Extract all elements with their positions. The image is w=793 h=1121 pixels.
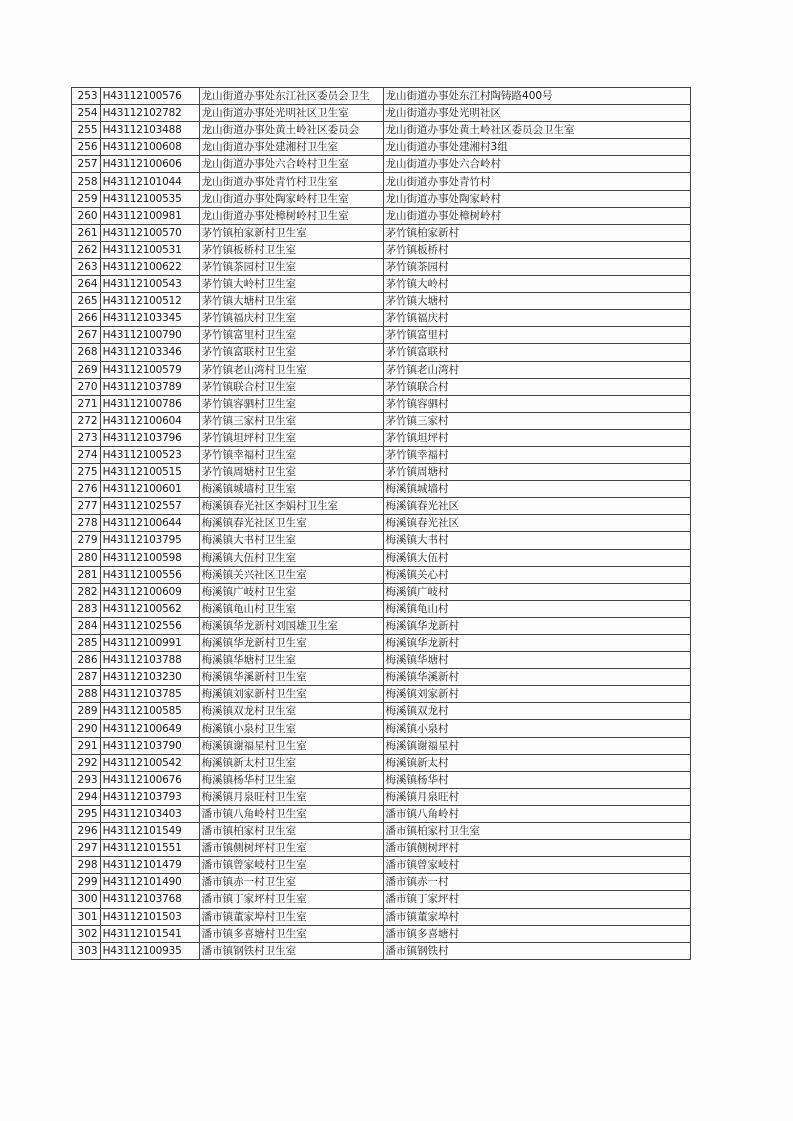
institution-code-cell: H43112103790 [100,737,199,754]
institution-code-cell: H43112100512 [100,293,199,310]
institution-code-cell: H43112103345 [100,310,199,327]
address-cell: 潘市镇侧树坪村 [383,840,690,857]
address-cell: 龙山街道办事处光明社区 [383,105,690,122]
address-cell: 茅竹镇茶园村 [383,258,690,275]
institution-code-cell: H43112100604 [100,412,199,429]
institution-code-cell: H43112100786 [100,395,199,412]
row-number-cell: 285 [72,635,101,652]
address-cell: 茅竹镇周塘村 [383,464,690,481]
institution-name-cell: 龙山街道办事处光明社区卫生室 [199,105,383,122]
institution-name-cell: 龙山街道办事处樟树岭村卫生室 [199,207,383,224]
institution-name-cell: 茅竹镇容驷村卫生室 [199,395,383,412]
row-number-cell: 284 [72,617,101,634]
institution-name-cell: 龙山街道办事处东江社区委员会卫生 [199,88,383,105]
row-number-cell: 303 [72,942,101,959]
institution-code-cell: H43112102557 [100,498,199,515]
institution-code-cell: H43112103230 [100,669,199,686]
row-number-cell: 262 [72,241,101,258]
address-cell: 龙山街道办事处陶家岭村 [383,190,690,207]
table-row [72,703,691,720]
institution-code-cell: H43112100535 [100,190,199,207]
address-cell: 梅溪镇华龙新村 [383,635,690,652]
table-row [72,891,691,908]
row-number-cell: 302 [72,925,101,942]
institution-code-cell: H43112101541 [100,925,199,942]
institution-name-cell: 潘市镇董家埠村卫生室 [199,908,383,925]
row-number-cell: 290 [72,720,101,737]
institution-name-cell: 茅竹镇大塘村卫生室 [199,293,383,310]
address-cell: 龙山街道办事处樟树岭村 [383,207,690,224]
institution-code-cell: H43112101479 [100,857,199,874]
address-cell: 龙山街道办事处建湘村3组 [383,139,690,156]
institution-name-cell: 潘市镇柏家村卫生室 [199,823,383,840]
institution-name-cell: 梅溪镇龟山村卫生室 [199,600,383,617]
institution-name-cell: 梅溪镇谢福星村卫生室 [199,737,383,754]
row-number-cell: 298 [72,857,101,874]
address-cell: 梅溪镇大伍村 [383,549,690,566]
address-cell: 茅竹镇联合村 [383,378,690,395]
institution-name-cell: 梅溪镇广岐村卫生室 [199,583,383,600]
table-row [72,823,691,840]
row-number-cell: 274 [72,446,101,463]
table-row [72,805,691,822]
row-number-cell: 272 [72,412,101,429]
institution-code-cell: H43112103403 [100,805,199,822]
table-row [72,310,691,327]
table-row [72,105,691,122]
row-number-cell: 266 [72,310,101,327]
institution-code-cell: H43112101490 [100,874,199,891]
institution-code-cell: H43112101551 [100,840,199,857]
address-cell: 潘市镇丁家坪村 [383,891,690,908]
row-number-cell: 255 [72,122,101,139]
row-number-cell: 270 [72,378,101,395]
row-number-cell: 301 [72,908,101,925]
institution-code-cell: H43112101044 [100,173,199,190]
institution-code-cell: H43112100601 [100,481,199,498]
table-row [72,754,691,771]
address-cell: 潘市镇柏家村卫生室 [383,823,690,840]
row-number-cell: 283 [72,600,101,617]
row-number-cell: 275 [72,464,101,481]
table-body [72,88,691,960]
row-number-cell: 259 [72,190,101,207]
address-cell: 梅溪镇杨华村 [383,771,690,788]
row-number-cell: 268 [72,344,101,361]
institution-code-cell: H43112100991 [100,635,199,652]
institution-code-cell: H43112100644 [100,515,199,532]
address-cell: 梅溪镇小泉村 [383,720,690,737]
table-row [72,258,691,275]
address-cell: 龙山街道办事处青竹村 [383,173,690,190]
address-cell: 龙山街道办事处黄土岭社区委员会卫生室 [383,122,690,139]
row-number-cell: 299 [72,874,101,891]
institution-code-cell: H43112100790 [100,327,199,344]
row-number-cell: 263 [72,258,101,275]
institution-code-cell: H43112103796 [100,429,199,446]
address-cell: 梅溪镇城墙村 [383,481,690,498]
institution-code-cell: H43112103768 [100,891,199,908]
row-number-cell: 267 [72,327,101,344]
table-row [72,395,691,412]
institution-code-cell: H43112103785 [100,686,199,703]
address-cell: 茅竹镇容驷村 [383,395,690,412]
address-cell: 潘市镇八角岭村 [383,805,690,822]
institution-name-cell: 梅溪镇新太村卫生室 [199,754,383,771]
row-number-cell: 289 [72,703,101,720]
institution-name-cell: 梅溪镇华龙新村刘国雄卫生室 [199,617,383,634]
institution-code-cell: H43112103795 [100,532,199,549]
address-cell: 龙山街道办事处六合岭村 [383,156,690,173]
institution-code-cell: H43112100562 [100,600,199,617]
row-number-cell: 254 [72,105,101,122]
institution-code-cell: H43112103788 [100,652,199,669]
row-number-cell: 300 [72,891,101,908]
address-cell: 梅溪镇华龙新村 [383,617,690,634]
institution-name-cell: 梅溪镇大书村卫生室 [199,532,383,549]
table-row [72,857,691,874]
institution-code-cell: H43112100935 [100,942,199,959]
address-cell: 茅竹镇板桥村 [383,241,690,258]
institution-code-cell: H43112103793 [100,788,199,805]
institution-name-cell: 潘市镇曾家岐村卫生室 [199,857,383,874]
institution-code-cell: H43112100981 [100,207,199,224]
address-cell: 茅竹镇大塘村 [383,293,690,310]
address-cell: 梅溪镇刘家新村 [383,686,690,703]
row-number-cell: 280 [72,549,101,566]
institution-name-cell: 龙山街道办事处青竹村卫生室 [199,173,383,190]
table-row [72,737,691,754]
institution-code-cell: H43112100531 [100,241,199,258]
institution-name-cell: 潘市镇赤一村卫生室 [199,874,383,891]
row-number-cell: 295 [72,805,101,822]
row-number-cell: 296 [72,823,101,840]
institution-code-cell: H43112100606 [100,156,199,173]
address-cell: 潘市镇董家埠村 [383,908,690,925]
table-row [72,652,691,669]
table-row [72,88,691,105]
institution-name-cell: 茅竹镇幸福村卫生室 [199,446,383,463]
address-cell: 茅竹镇富里村 [383,327,690,344]
institution-code-cell: H43112100608 [100,139,199,156]
institution-code-cell: H43112100515 [100,464,199,481]
table-row [72,361,691,378]
address-cell: 梅溪镇月泉旺村 [383,788,690,805]
institution-name-cell: 茅竹镇柏家新村卫生室 [199,224,383,241]
address-cell: 茅竹镇三家村 [383,412,690,429]
institution-name-cell: 梅溪镇大伍村卫生室 [199,549,383,566]
institution-code-cell: H43112103346 [100,344,199,361]
institution-name-cell: 梅溪镇华塘村卫生室 [199,652,383,669]
table-row [72,293,691,310]
address-cell: 潘市镇赤一村 [383,874,690,891]
address-cell: 潘市镇曾家岐村 [383,857,690,874]
row-number-cell: 297 [72,840,101,857]
institution-name-cell: 茅竹镇大岭村卫生室 [199,276,383,293]
address-cell: 梅溪镇春光社区 [383,515,690,532]
institution-code-cell: H43112100609 [100,583,199,600]
institution-name-cell: 龙山街道办事处建湘村卫生室 [199,139,383,156]
address-cell: 茅竹镇坦坪村 [383,429,690,446]
institution-code-cell: H43112100570 [100,224,199,241]
table-row [72,942,691,959]
table-row [72,344,691,361]
address-cell: 梅溪镇广岐村 [383,583,690,600]
institution-name-cell: 龙山街道办事处六合岭村卫生室 [199,156,383,173]
institution-code-cell: H43112101549 [100,823,199,840]
row-number-cell: 279 [72,532,101,549]
table-row [72,412,691,429]
institution-name-cell: 梅溪镇春光社区李娟村卫生室 [199,498,383,515]
institution-code-cell: H43112100542 [100,754,199,771]
address-cell: 茅竹镇幸福村 [383,446,690,463]
table-row [72,173,691,190]
address-cell: 茅竹镇柏家新村 [383,224,690,241]
institution-name-cell: 龙山街道办事处陶家岭村卫生室 [199,190,383,207]
table-row [72,327,691,344]
institution-code-cell: H43112100649 [100,720,199,737]
institution-name-cell: 潘市镇多喜塘村卫生室 [199,925,383,942]
institution-name-cell: 梅溪镇华溪新村卫生室 [199,669,383,686]
address-cell: 梅溪镇龟山村 [383,600,690,617]
table-row [72,549,691,566]
table-row [72,908,691,925]
table-row [72,446,691,463]
table-row [72,481,691,498]
row-number-cell: 265 [72,293,101,310]
table-row [72,378,691,395]
row-number-cell: 294 [72,788,101,805]
institution-code-cell: H43112100598 [100,549,199,566]
institution-code-cell: H43112100556 [100,566,199,583]
institution-name-cell: 潘市镇侧树坪村卫生室 [199,840,383,857]
institution-name-cell: 茅竹镇富里村卫生室 [199,327,383,344]
row-number-cell: 264 [72,276,101,293]
table-row [72,635,691,652]
table-row [72,686,691,703]
address-cell: 茅竹镇富联村 [383,344,690,361]
row-number-cell: 269 [72,361,101,378]
table-row [72,122,691,139]
institution-code-cell: H43112102782 [100,105,199,122]
address-cell: 梅溪镇大书村 [383,532,690,549]
table-row [72,874,691,891]
address-cell: 梅溪镇春光社区 [383,498,690,515]
row-number-cell: 282 [72,583,101,600]
address-cell: 龙山街道办事处东江村陶铸路400号 [383,88,690,105]
table-row [72,720,691,737]
institution-name-cell: 龙山街道办事处黄土岭社区委员会 [199,122,383,139]
institution-name-cell: 茅竹镇周塘村卫生室 [199,464,383,481]
institution-name-cell: 茅竹镇板桥村卫生室 [199,241,383,258]
institution-code-cell: H43112103488 [100,122,199,139]
table-row [72,771,691,788]
table-row [72,498,691,515]
table-row [72,224,691,241]
institution-name-cell: 潘市镇钢铁村卫生室 [199,942,383,959]
institution-name-cell: 梅溪镇小泉村卫生室 [199,720,383,737]
institution-name-cell: 梅溪镇春光社区卫生室 [199,515,383,532]
table-row [72,840,691,857]
address-cell: 梅溪镇华塘村 [383,652,690,669]
institution-code-cell: H43112100585 [100,703,199,720]
address-cell: 梅溪镇新太村 [383,754,690,771]
address-cell: 茅竹镇大岭村 [383,276,690,293]
table-row [72,190,691,207]
address-cell: 梅溪镇谢福星村 [383,737,690,754]
table-row [72,600,691,617]
row-number-cell: 291 [72,737,101,754]
institution-code-cell: H43112100676 [100,771,199,788]
institution-code-cell: H43112100523 [100,446,199,463]
row-number-cell: 276 [72,481,101,498]
row-number-cell: 260 [72,207,101,224]
row-number-cell: 273 [72,429,101,446]
institution-name-cell: 梅溪镇关兴社区卫生室 [199,566,383,583]
institution-name-cell: 茅竹镇三家村卫生室 [199,412,383,429]
row-number-cell: 287 [72,669,101,686]
row-number-cell: 286 [72,652,101,669]
institution-code-cell: H43112103789 [100,378,199,395]
institution-name-cell: 茅竹镇富联村卫生室 [199,344,383,361]
institution-name-cell: 梅溪镇杨华村卫生室 [199,771,383,788]
institution-name-cell: 潘市镇八角岭村卫生室 [199,805,383,822]
table-row [72,532,691,549]
institution-name-cell: 茅竹镇联合村卫生室 [199,378,383,395]
row-number-cell: 261 [72,224,101,241]
address-cell: 潘市镇多喜塘村 [383,925,690,942]
institution-name-cell: 潘市镇丁家坪村卫生室 [199,891,383,908]
institution-code-cell: H43112102556 [100,617,199,634]
address-cell: 茅竹镇老山湾村 [383,361,690,378]
table-row [72,669,691,686]
table-row [72,925,691,942]
address-cell: 梅溪镇关心村 [383,566,690,583]
table-row [72,139,691,156]
row-number-cell: 257 [72,156,101,173]
table-row [72,788,691,805]
institution-name-cell: 茅竹镇茶园村卫生室 [199,258,383,275]
row-number-cell: 258 [72,173,101,190]
table-row [72,156,691,173]
institution-code-cell: H43112100579 [100,361,199,378]
institution-name-cell: 梅溪镇刘家新村卫生室 [199,686,383,703]
institution-name-cell: 茅竹镇福庆村卫生室 [199,310,383,327]
row-number-cell: 256 [72,139,101,156]
clinic-table [71,87,691,960]
row-number-cell: 278 [72,515,101,532]
table-row [72,617,691,634]
institution-name-cell: 梅溪镇城墙村卫生室 [199,481,383,498]
table-row [72,464,691,481]
institution-name-cell: 梅溪镇华龙新村卫生室 [199,635,383,652]
institution-code-cell: H43112101503 [100,908,199,925]
address-cell: 潘市镇钢铁村 [383,942,690,959]
row-number-cell: 253 [72,88,101,105]
address-cell: 茅竹镇福庆村 [383,310,690,327]
table-row [72,241,691,258]
row-number-cell: 288 [72,686,101,703]
row-number-cell: 277 [72,498,101,515]
table-row [72,515,691,532]
table-row [72,566,691,583]
table-row [72,583,691,600]
institution-name-cell: 茅竹镇坦坪村卫生室 [199,429,383,446]
institution-code-cell: H43112100622 [100,258,199,275]
institution-code-cell: H43112100543 [100,276,199,293]
institution-code-cell: H43112100576 [100,88,199,105]
institution-name-cell: 梅溪镇双龙村卫生室 [199,703,383,720]
table-row [72,207,691,224]
table-row [72,429,691,446]
row-number-cell: 292 [72,754,101,771]
table-row [72,276,691,293]
institution-name-cell: 梅溪镇月泉旺村卫生室 [199,788,383,805]
institution-name-cell: 茅竹镇老山湾村卫生室 [199,361,383,378]
address-cell: 梅溪镇双龙村 [383,703,690,720]
address-cell: 梅溪镇华溪新村 [383,669,690,686]
row-number-cell: 271 [72,395,101,412]
row-number-cell: 281 [72,566,101,583]
row-number-cell: 293 [72,771,101,788]
